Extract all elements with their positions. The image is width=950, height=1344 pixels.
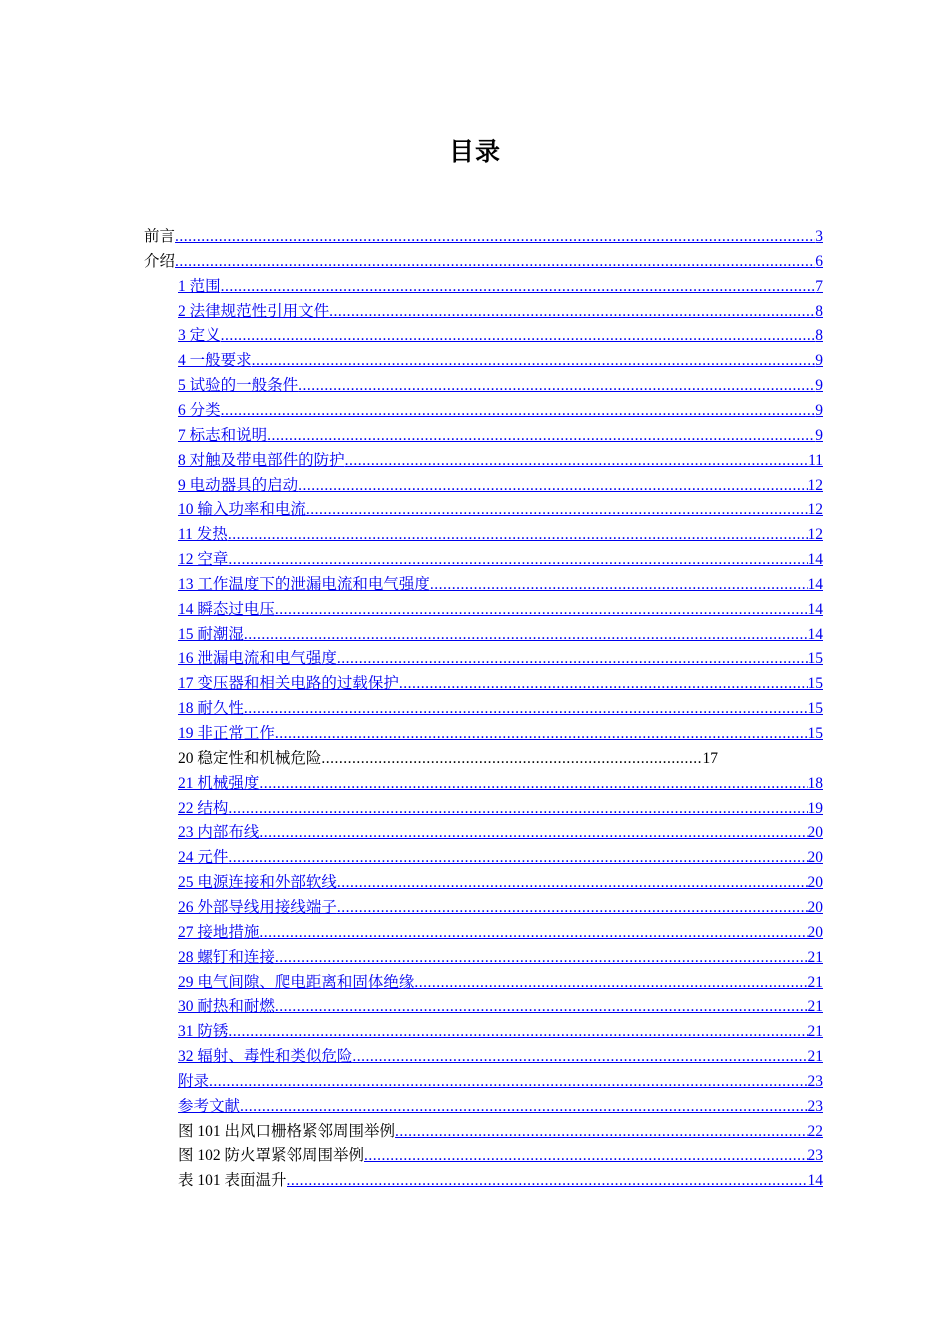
toc-entry[interactable]: [178, 450, 823, 472]
toc-entry-label: 27 接地措施: [178, 923, 260, 941]
toc-entry[interactable]: [178, 773, 823, 795]
toc-entry-page: 20: [807, 824, 823, 842]
toc-entry[interactable]: [178, 301, 823, 323]
toc-entry[interactable]: [178, 276, 823, 298]
toc-entry-label: 介绍: [144, 252, 176, 270]
toc-entry[interactable]: [178, 1046, 823, 1068]
toc-entry-page: 21: [807, 1023, 823, 1041]
toc-entry-page: 3: [815, 228, 823, 245]
toc-leader-dots: [244, 698, 808, 720]
toc-entry-page: 6: [815, 252, 823, 270]
toc-entry-page: 9: [815, 401, 823, 419]
toc-entry-page: 23: [807, 1097, 823, 1115]
toc-leader-dots: [298, 375, 815, 397]
toc-entry[interactable]: [144, 226, 823, 248]
toc-entry: [178, 748, 718, 770]
toc-entry[interactable]: [178, 798, 823, 820]
toc-entry-page: 23: [807, 1147, 823, 1165]
toc-leader-dots: [414, 972, 807, 994]
toc-leader-dots: [364, 1145, 807, 1167]
toc-entry-page: 17: [702, 749, 718, 767]
toc-entry-label: 10 输入功率和电流: [178, 501, 306, 519]
toc-leader-dots: [259, 922, 807, 944]
toc-entry-page: 20: [807, 923, 823, 941]
toc-entry-label: 31 防锈: [178, 1023, 229, 1041]
toc-leader-dots: [252, 350, 816, 372]
toc-entry[interactable]: [178, 922, 823, 944]
toc-entry[interactable]: [178, 847, 823, 869]
toc-entry[interactable]: [178, 648, 823, 670]
toc-entry-label: 26 外部导线用接线端子: [178, 898, 337, 916]
toc-entry-label: 12 空章: [178, 551, 229, 569]
toc-entry-page: 23: [807, 1072, 823, 1090]
toc-entry-page: 19: [807, 799, 823, 817]
toc-entry[interactable]: [178, 1071, 823, 1093]
toc-entry-page: 21: [807, 973, 823, 991]
toc-entry-page: 9: [815, 377, 823, 395]
toc-entry-page: 8: [815, 327, 823, 345]
toc-entry[interactable]: [178, 996, 823, 1018]
toc-entry[interactable]: [178, 822, 823, 844]
toc-entry-page: 14: [807, 1172, 823, 1190]
toc-entry-label: 图 102 防火罩紧邻周围举例: [178, 1147, 365, 1165]
toc-entry-label: 17 变压器和相关电路的过载保护: [178, 675, 399, 693]
toc-entry[interactable]: [178, 350, 823, 372]
toc-leader-dots: [306, 499, 808, 521]
toc-entry-page: 15: [807, 700, 823, 718]
toc-entry-label: 5 试验的一般条件: [178, 377, 299, 395]
toc-entry-page: 15: [807, 650, 823, 668]
toc-entry[interactable]: [178, 574, 823, 596]
toc-entry-label: 25 电源连接和外部软线: [178, 874, 337, 892]
toc-leader-dots: [275, 947, 808, 969]
toc-entry-label: 7 标志和说明: [178, 426, 268, 444]
toc-entry-label: 21 机械强度: [178, 774, 260, 792]
toc-entry-label: 19 非正常工作: [178, 725, 275, 742]
toc-leader-dots: [175, 251, 815, 273]
toc-leader-dots: [337, 872, 808, 894]
toc-entry[interactable]: [178, 947, 823, 969]
toc-entry-label: 29 电气间隙、爬电距离和固体绝缘: [178, 973, 415, 991]
toc-entry[interactable]: [178, 624, 823, 646]
toc-leader-dots: [228, 1021, 807, 1043]
toc-entry-page: 18: [807, 774, 823, 792]
toc-leader-dots: [221, 400, 816, 422]
toc-entry-page: 21: [807, 998, 823, 1016]
toc-entry-label: 表 101 表面温升: [178, 1172, 287, 1190]
toc-leader-dots: [228, 798, 807, 820]
toc-entry-page: 11: [808, 451, 823, 469]
toc-entry[interactable]: [144, 251, 823, 273]
toc-entry-label: 16 泄漏电流和电气强度: [178, 650, 337, 668]
toc-entry-page: 14: [807, 551, 823, 569]
toc-leader-dots: [267, 425, 815, 447]
toc-entry-label: 20 稳定性和机械危险: [178, 749, 322, 767]
toc-entry-page: 20: [807, 849, 823, 867]
toc-leader-dots: [209, 1071, 807, 1093]
toc-entry-label: 6 分类: [178, 401, 221, 419]
toc-leader-dots: [430, 574, 808, 596]
toc-entry-label: 13 工作温度下的泄漏电流和电气强度: [178, 575, 430, 593]
toc-entry-page: 14: [807, 625, 823, 643]
toc-entry-label: 15 耐潮湿: [178, 625, 244, 643]
toc-entry[interactable]: [178, 723, 823, 745]
toc-entry-label: 参考文献: [178, 1097, 241, 1115]
toc-entry-label: 2 法律规范性引用文件: [178, 302, 330, 320]
toc-entry-label: 23 内部布线: [178, 824, 260, 842]
toc-entry-page: 14: [807, 600, 823, 618]
toc-entry-label: 图 101 出风口栅格紧邻周围举例: [178, 1122, 396, 1140]
toc-leader-dots: [259, 822, 807, 844]
toc-entry-label: 附录: [178, 1072, 210, 1090]
toc-entry-label: 18 耐久性: [178, 700, 244, 718]
toc-entry[interactable]: [178, 1145, 823, 1167]
toc-entry-label: 32 辐射、毒性和类似危险: [178, 1048, 353, 1066]
toc-entry-page: 22: [807, 1122, 823, 1140]
toc-entry-page: 20: [807, 898, 823, 916]
toc-leader-dots: [228, 549, 807, 571]
toc-entry[interactable]: [178, 1170, 823, 1192]
toc-leader-dots: [275, 599, 808, 621]
toc-entry[interactable]: [178, 1121, 823, 1143]
toc-leader-dots: [221, 276, 816, 298]
toc-leader-dots: [329, 301, 815, 323]
toc-entry-page: 21: [807, 1048, 823, 1066]
toc-entry[interactable]: [178, 425, 823, 447]
toc-entry-label: 14 瞬态过电压: [178, 600, 275, 618]
toc-entry-page: 14: [807, 575, 823, 593]
toc-entry[interactable]: [178, 475, 823, 497]
toc-entry-page: 12: [807, 501, 823, 519]
toc-entry-page: 20: [807, 874, 823, 892]
toc-leader-dots: [228, 847, 807, 869]
toc-leader-dots: [259, 773, 807, 795]
toc-entry[interactable]: [178, 897, 823, 919]
toc-entry[interactable]: [178, 499, 823, 521]
toc-entry-label: 28 螺钉和连接: [178, 948, 275, 966]
toc-leader-dots: [175, 226, 815, 248]
toc-entry-page: 7: [815, 277, 823, 295]
toc-leader-dots: [399, 673, 808, 695]
toc-entry-label: 22 结构: [178, 799, 229, 817]
toc-leader-dots: [337, 897, 808, 919]
toc-entry[interactable]: [178, 375, 823, 397]
toc-entry[interactable]: [178, 673, 823, 695]
toc-entry-page: 8: [815, 302, 823, 320]
toc-entry-page: 12: [807, 526, 823, 544]
toc-entry[interactable]: [178, 698, 823, 720]
toc-entry-label: 9 电动器具的启动: [178, 476, 299, 494]
toc-leader-dots: [221, 325, 816, 347]
toc-entry-page: 21: [807, 948, 823, 966]
toc-entry-label: 11 发热: [178, 526, 228, 544]
toc-entry-label: 4 一般要求: [178, 352, 252, 370]
toc-leader-dots: [337, 648, 808, 670]
toc-entry-label: 24 元件: [178, 849, 229, 867]
toc-entry-page: 12: [807, 476, 823, 494]
toc-leader-dots: [240, 1096, 807, 1118]
toc-entry[interactable]: [178, 1096, 823, 1118]
toc-leader-dots: [321, 748, 702, 770]
toc-entry[interactable]: [178, 325, 823, 347]
toc-entry[interactable]: [178, 400, 823, 422]
toc-leader-dots: [395, 1121, 807, 1143]
toc-entry-page: 15: [807, 675, 823, 693]
toc-entry-page: 15: [807, 725, 823, 742]
toc-entry[interactable]: [178, 549, 823, 571]
toc-entry[interactable]: [178, 524, 823, 546]
toc-leader-dots: [345, 450, 808, 472]
toc-entry-label: 1 范围: [178, 277, 221, 295]
toc-leader-dots: [287, 1170, 808, 1192]
toc-entry-label: 前言: [144, 228, 176, 245]
toc-entry-label: 3 定义: [178, 327, 221, 345]
toc-leader-dots: [275, 723, 808, 745]
toc-entry[interactable]: [178, 872, 823, 894]
toc-entry-page: 9: [815, 352, 823, 370]
toc-leader-dots: [244, 624, 808, 646]
toc-leader-dots: [228, 524, 808, 546]
toc-entry-label: 30 耐热和耐燃: [178, 998, 275, 1016]
toc-leader-dots: [298, 475, 807, 497]
page-title: 目录: [448, 139, 501, 166]
toc-entry[interactable]: [178, 599, 823, 621]
toc-entry-label: 8 对触及带电部件的防护: [178, 451, 345, 469]
toc-entry[interactable]: [178, 972, 823, 994]
toc-entry[interactable]: [178, 1021, 823, 1043]
toc-leader-dots: [352, 1046, 807, 1068]
toc-leader-dots: [275, 996, 808, 1018]
toc-entry-page: 9: [815, 426, 823, 444]
